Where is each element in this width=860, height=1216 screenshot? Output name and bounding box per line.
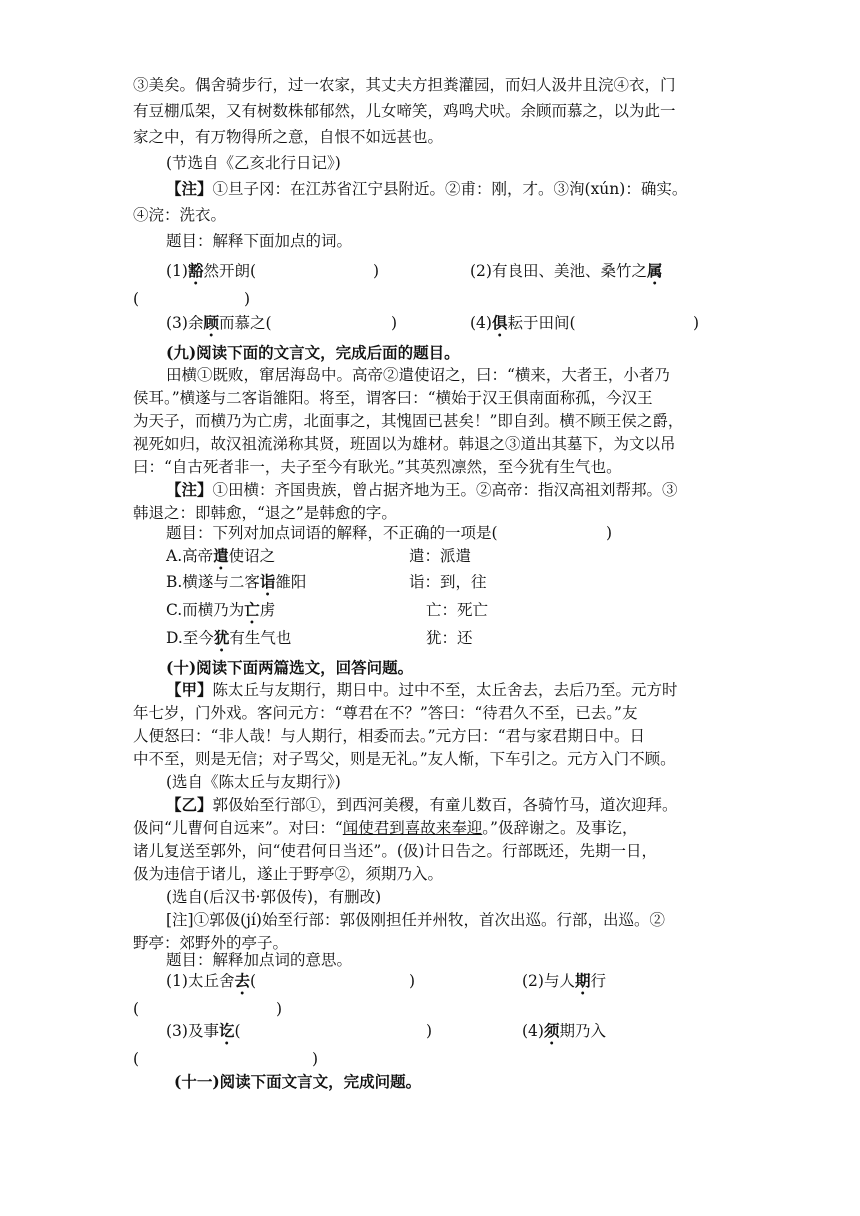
passage-tag: 【乙】 bbox=[166, 795, 213, 814]
q-prefix: (4) bbox=[522, 1022, 544, 1040]
note-text: ①郭伋(jí)始至行部：郭伋刚担任并州牧，首次出巡。行部，出巡。② bbox=[193, 911, 665, 929]
question-item bbox=[166, 262, 256, 281]
q-text: 期乃入 bbox=[559, 1022, 606, 1040]
paragraph-line: 伋为违信于诸儿，遂止于野亭②，须期乃入。 bbox=[133, 865, 444, 883]
q-prefix: (1) bbox=[166, 262, 188, 280]
answer-blank-open: ( bbox=[133, 1000, 140, 1018]
source-citation: (节选自《乙亥北行日记》) bbox=[166, 154, 341, 172]
answer-blank-close: ) bbox=[276, 1000, 283, 1018]
q-text: 而慕之( bbox=[218, 314, 272, 332]
paragraph-line: 侯耳。”横遂与二客诣雒阳。将至，谓客曰：“横始于汉王俱南面称孤，今汉王 bbox=[133, 389, 653, 407]
note-tag: [注] bbox=[166, 911, 194, 929]
question-item bbox=[166, 972, 256, 991]
section-heading: (十)阅读下面两篇选文，回答问题。 bbox=[166, 658, 414, 677]
paragraph-line: ③美矣。偶舍骑步行，过一农家，其丈夫方担粪灌园，而妇人汲井且浣④衣，门 bbox=[133, 76, 676, 94]
option-text: A.高帝 bbox=[166, 547, 214, 565]
dotted-word: 豁 bbox=[187, 261, 204, 280]
answer-blank-close: ) bbox=[409, 972, 416, 990]
paragraph-line: 视死如归，故汉祖流涕称其贤，班固以为雄材。韩退之③道出其墓下，为文以吊 bbox=[133, 435, 676, 453]
note-tag: 【注】 bbox=[166, 480, 213, 499]
answer-blank-close: ) bbox=[693, 314, 700, 332]
section-heading: (十一)阅读下面文言文，完成问题。 bbox=[174, 1072, 422, 1091]
question-item bbox=[166, 314, 272, 333]
answer-blank-close: ) bbox=[312, 1050, 319, 1068]
q-text: 耘于田间( bbox=[507, 314, 576, 332]
paragraph-line: 曰：“自古死者非一，夫子至今有耿光。”其英烈凛然，至今犹有生气也。 bbox=[133, 458, 622, 476]
dotted-word: 期 bbox=[574, 971, 591, 990]
note-line bbox=[166, 481, 678, 500]
paragraph-text: 伋问“儿曹何自远来”。对曰：“ bbox=[133, 819, 343, 837]
note-line: 野亭：郊野外的亭子。 bbox=[133, 934, 289, 952]
dotted-word: 属 bbox=[646, 261, 663, 280]
dotted-word: 讫 bbox=[218, 1021, 235, 1040]
question-item bbox=[470, 262, 662, 281]
option-a bbox=[166, 547, 275, 566]
option-text: 有生气也 bbox=[229, 629, 292, 647]
question-item bbox=[166, 1022, 241, 1041]
answer-blank-close: ) bbox=[373, 262, 380, 280]
dotted-word: 顾 bbox=[203, 313, 219, 332]
paragraph-line bbox=[166, 796, 678, 815]
option-text: 虏 bbox=[259, 601, 276, 619]
dotted-word: 俱 bbox=[491, 313, 508, 332]
option-text: D.至今 bbox=[166, 629, 214, 647]
option-text: B.横遂与二客 bbox=[166, 573, 260, 591]
paragraph-text: 陈太丘与友期行，期日中。过中不至，太丘舍去，去后乃至。元方时 bbox=[212, 681, 678, 699]
note-line bbox=[166, 180, 687, 199]
underlined-sentence: 闻使君到喜故来奉迎 bbox=[342, 819, 483, 837]
note-tag: 【注】 bbox=[166, 179, 213, 198]
dotted-word: 犹 bbox=[213, 628, 230, 647]
question-item bbox=[522, 1022, 606, 1041]
answer-blank-open: ( bbox=[133, 290, 140, 308]
q-text: (2)有良田、美池、桑竹之 bbox=[470, 262, 647, 280]
answer-blank-open: ( bbox=[234, 1022, 241, 1040]
dotted-word: 去 bbox=[234, 971, 250, 990]
section-heading: (九)阅读下面的文言文，完成后面的题目。 bbox=[166, 343, 460, 362]
option-c-explanation: 亡：死亡 bbox=[426, 601, 489, 619]
note-text: ①田横：齐国贵族，曾占据齐地为王。②高帝：指汉高祖刘帮邦。③ bbox=[212, 481, 678, 499]
paragraph-line: 田横①既败，窜居海岛中。高帝②遣使诏之，曰：“横来，大者王，小者乃 bbox=[166, 366, 670, 384]
q-text: 然开朗( bbox=[203, 262, 257, 280]
paragraph-text: 。”伋辞谢之。及事讫， bbox=[482, 819, 638, 837]
q-text: (3)余 bbox=[166, 314, 204, 332]
note-text: ①旦子冈：在江苏省江宁县附近。②甫：刚，才。③洵(xún)：确实。 bbox=[212, 180, 688, 198]
answer-blank-close: ) bbox=[426, 1022, 433, 1040]
answer-blank-open: ( bbox=[249, 972, 257, 990]
question-prompt: 题目：下列对加点词语的解释，不正确的一项是( bbox=[166, 524, 498, 542]
question-item bbox=[522, 972, 606, 991]
q-text: 行 bbox=[590, 972, 606, 990]
question-prompt: 题目：解释下面加点的词。 bbox=[166, 232, 353, 250]
q-text: (3)及事 bbox=[166, 1022, 219, 1040]
option-d-explanation: 犹：还 bbox=[426, 629, 473, 647]
paragraph-text: 郭伋始至行部①，到西河美稷，有童儿数百，各骑竹马，道次迎拜。 bbox=[212, 796, 678, 814]
passage-tag: 【甲】 bbox=[166, 680, 213, 699]
note-line: 韩退之：即韩愈，“退之”是韩愈的字。 bbox=[133, 504, 397, 522]
option-a-explanation: 遣：派遣 bbox=[409, 547, 472, 565]
paragraph-line: 诸儿复送至郭外，问“使君何日当还”。(伋)计日告之。行部既还，先期一日， bbox=[133, 842, 657, 860]
option-d bbox=[166, 629, 291, 648]
q-text: (1)太丘舍 bbox=[166, 972, 235, 990]
option-text: 雒阳 bbox=[275, 573, 307, 591]
dotted-word: 须 bbox=[543, 1021, 560, 1040]
answer-blank-close: ) bbox=[391, 314, 398, 332]
paragraph-line: 为天子，而横乃为亡虏，北面事之，其愧固已甚矣！”即自刭。横不顾王侯之爵， bbox=[133, 412, 684, 430]
option-b-explanation: 诣：到，往 bbox=[409, 573, 487, 591]
answer-blank-close: ) bbox=[244, 290, 251, 308]
option-text: 使诏之 bbox=[228, 547, 276, 565]
option-text: C.而横乃为 bbox=[166, 601, 245, 619]
paragraph-line: 中不至，则是无信；对子骂父，则是无礼。”友人惭，下车引之。元方入门不顾。 bbox=[133, 750, 676, 768]
paragraph-line bbox=[133, 819, 637, 838]
dotted-word: 诣 bbox=[259, 572, 276, 591]
paragraph-line: 家之中，有万物得所之意，自恨不如远甚也。 bbox=[133, 128, 444, 146]
answer-blank-open: ( bbox=[133, 1050, 140, 1068]
answer-blank-close: ) bbox=[606, 524, 613, 542]
paragraph-line: 人便怒曰：“非人哉！与人期行，相委而去。”元方曰：“君与家君期日中。日 bbox=[133, 727, 646, 745]
source-citation: (选自《陈太丘与友期行》) bbox=[166, 773, 341, 791]
note-line: ④浣：洗衣。 bbox=[133, 206, 227, 224]
q-text: (2)与人 bbox=[522, 972, 575, 990]
source-citation: (选自(后汉书·郭伋传)，有删改) bbox=[166, 888, 382, 906]
paragraph-line: 有豆棚瓜架，又有树数株郁郁然，儿女啼笑，鸡鸣犬吠。余顾而慕之，以为此一 bbox=[133, 102, 676, 120]
note-line bbox=[166, 911, 665, 930]
paragraph-line bbox=[166, 681, 678, 700]
option-c bbox=[166, 601, 275, 620]
dotted-word: 遣 bbox=[213, 546, 229, 565]
option-b bbox=[166, 573, 306, 592]
q-prefix: (4) bbox=[470, 314, 492, 332]
dotted-word: 亡 bbox=[244, 600, 260, 619]
question-item bbox=[470, 314, 576, 333]
question-prompt: 题目：解释加点词的意思。 bbox=[166, 951, 353, 969]
paragraph-line: 年七岁，门外戏。客问元方：“尊君在不？”答曰：“待君久不至，已去。”友 bbox=[133, 704, 638, 722]
